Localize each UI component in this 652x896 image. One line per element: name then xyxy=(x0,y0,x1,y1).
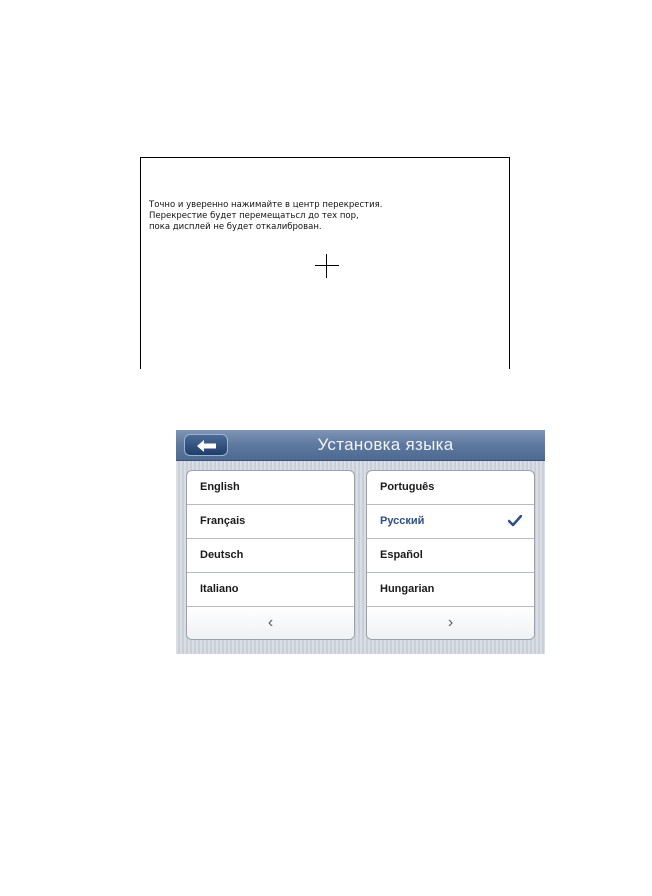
language-settings-screen xyxy=(176,430,545,654)
language-list-left xyxy=(186,470,355,640)
calibration-screen xyxy=(140,157,510,369)
title-bar xyxy=(176,430,545,461)
language-list-right xyxy=(366,470,535,640)
language-item-label: Deutsch xyxy=(200,549,244,561)
language-item-label: Français xyxy=(200,515,246,527)
page-title: Установка языка xyxy=(317,435,454,454)
chevron-left-icon: ‹ xyxy=(267,614,274,631)
language-item-espanol[interactable] xyxy=(367,539,534,573)
language-item-label: Español xyxy=(380,549,423,561)
language-item-russian[interactable] xyxy=(367,505,534,539)
language-item-francais[interactable] xyxy=(187,505,354,539)
chevron-right-icon: › xyxy=(447,614,454,631)
language-item-label: Português xyxy=(380,481,435,493)
language-item-label: Русский xyxy=(380,515,425,527)
language-item-label: Italiano xyxy=(200,583,239,595)
back-button[interactable] xyxy=(184,434,228,456)
language-item-deutsch[interactable] xyxy=(187,539,354,573)
checkmark-icon xyxy=(508,515,522,527)
calibration-crosshair[interactable] xyxy=(315,254,339,278)
calibration-line-1: Точно и уверенно нажимайте в центр перекрестия. xyxy=(149,200,383,210)
back-arrow-icon xyxy=(197,440,217,452)
language-item-label: English xyxy=(200,481,240,493)
language-item-italiano[interactable] xyxy=(187,573,354,607)
calibration-line-2: Перекрестие будет перемещатьсл до тех пор, xyxy=(149,211,359,221)
language-item-english[interactable] xyxy=(187,471,354,505)
language-item-label: Hungarian xyxy=(380,583,435,595)
calibration-instructions xyxy=(149,200,382,233)
language-item-portugues[interactable] xyxy=(367,471,534,505)
previous-page-button[interactable] xyxy=(187,607,354,640)
calibration-line-3: пока дисплей не будет откалиброван. xyxy=(149,222,322,232)
next-page-button[interactable] xyxy=(367,607,534,640)
language-item-hungarian[interactable] xyxy=(367,573,534,607)
